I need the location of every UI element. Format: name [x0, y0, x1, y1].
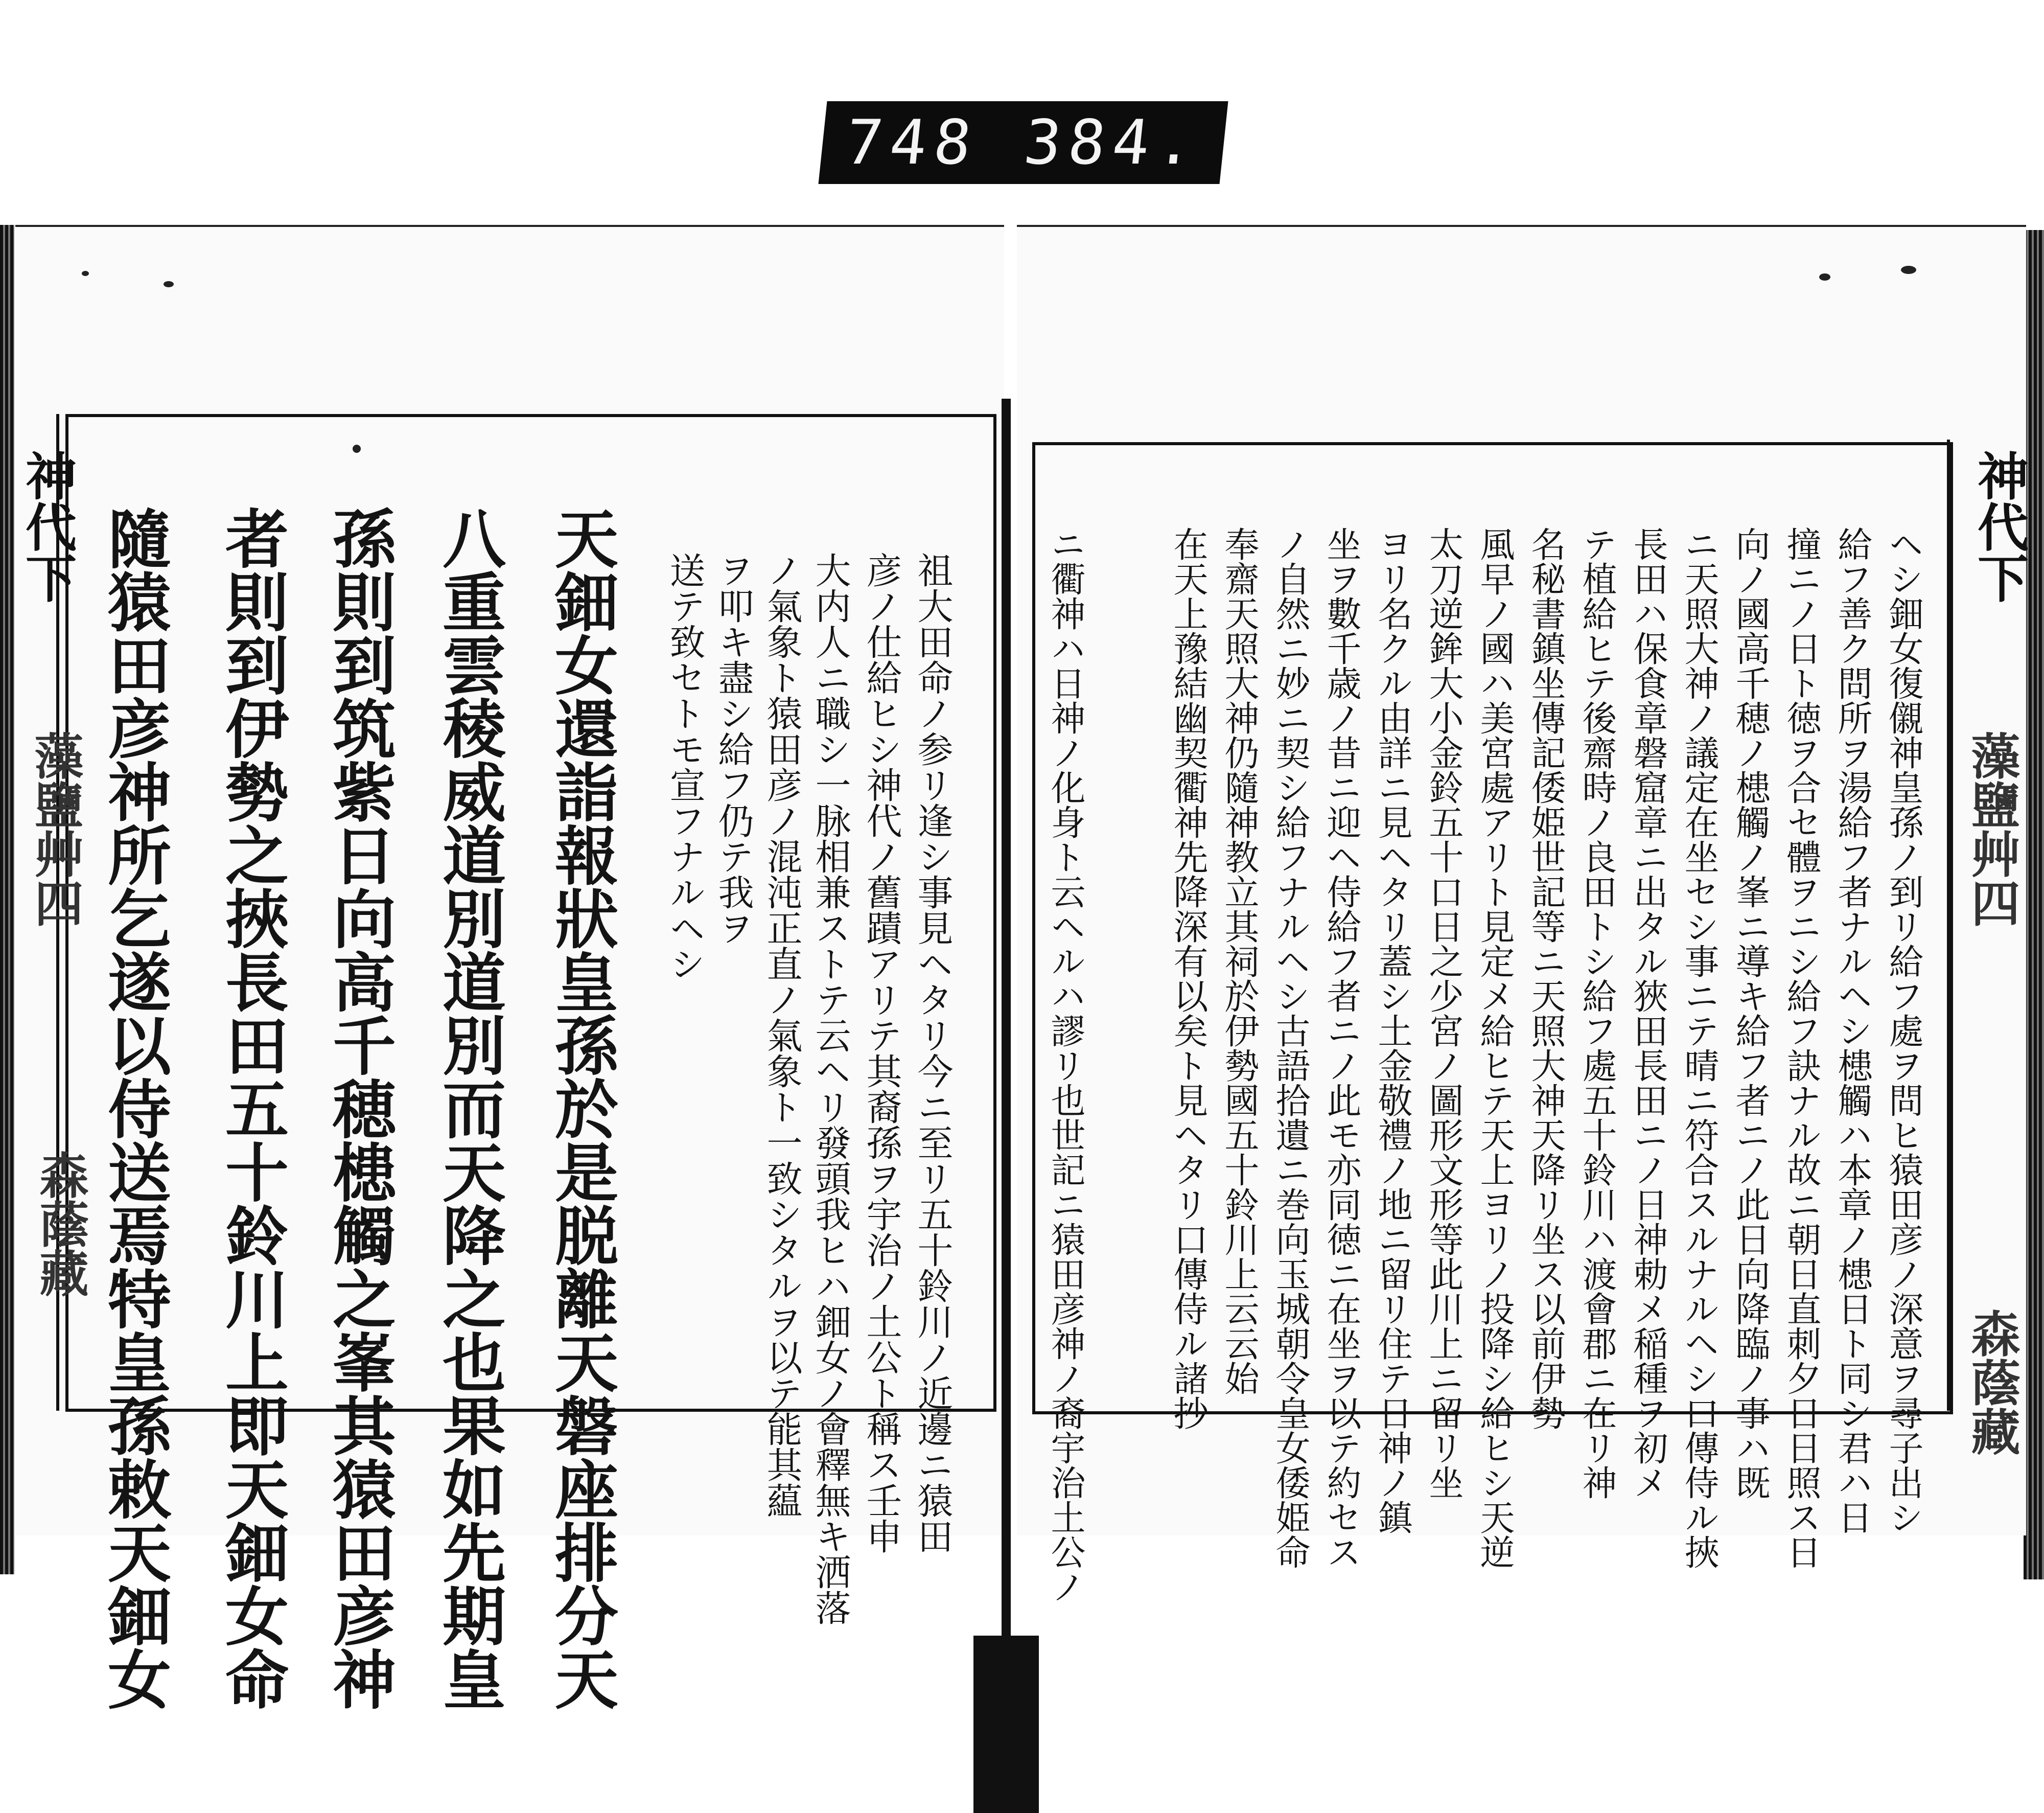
right-margin-stamp: 森蔭藏: [1963, 1309, 2021, 1456]
scan-smudge: [1819, 273, 1830, 281]
page-stack-left: [0, 225, 14, 1574]
right-margin-title: 神代下: [1969, 450, 2029, 603]
main-text-column: 孫則到筑紫日向高千穂槵觸之峯其猿田彦神: [322, 506, 396, 1710]
left-margin-title: 神代下: [17, 450, 77, 603]
annotation-column: ヘシ鈿女復儭神皇孫ノ到リ給フ處ヲ問ヒ猿田彦ノ深意ヲ尋子出シ: [1883, 526, 1923, 1534]
annotation-column: 祖大田命ノ参リ逢シ事見ヘタリ今ニ至リ五十鈴川ノ近邊ニ猿田: [912, 552, 954, 1554]
catalog-number-right: 384.: [1020, 107, 1204, 178]
annotation-column: 太刀逆鉾大小金鈴五十口日之少宮ノ圖形文形等此川上ニ留リ坐: [1423, 526, 1464, 1500]
binding-rod: [1002, 399, 1011, 1636]
annotation-column: ヨリ名クル由詳ニ見ヘタリ蓋シ土金敬禮ノ地ニ留リ住テ日神ノ鎮: [1372, 526, 1412, 1534]
annotation-column: ノ自然ニ妙ニ契シ給フナルヘシ古語拾遺ニ巻向玉城朝令皇女倭姫命: [1270, 526, 1310, 1569]
annotation-column: 在天上豫結幽契衢神先降深有以矣ト見ヘタリ口傳侍ル諸抄: [1168, 526, 1208, 1430]
scan-smudge: [82, 271, 89, 276]
scan-smudge: [164, 281, 174, 287]
annotation-column: 給フ善ク問所ヲ湯給フ者ナルヘシ槵觸ハ本章ノ槵日ト同シ君ハ日: [1832, 526, 1872, 1534]
main-text-column: 者則到伊勢之挾長田五十鈴川上即天鈿女命: [215, 506, 289, 1710]
annotation-column: 彦ノ仕給ヒシ神代ノ舊蹟アリテ其裔孫ヲ宇治ノ土公ト稱ス壬申: [861, 552, 902, 1554]
main-text-column: 八重雲稜威道別道別而天降之也果如先期皇: [432, 506, 506, 1710]
left-margin-stamp: 森蔭藏: [32, 1150, 89, 1297]
right-margin-subtitle: 藻鹽艸四: [1963, 731, 2021, 927]
annotation-column: 撞ニノ日ト徳ヲ合セ體ヲニシ給フ訣ナル故ニ朝日直刺夕日日照ス日: [1781, 526, 1821, 1569]
main-text-column: 隨猿田彦神所乞遂以侍送焉特皇孫敕天鈿女: [97, 506, 171, 1710]
catalog-number-left: 748: [842, 107, 982, 178]
annotation-column: 長田ハ保食章磐窟章ニ出タル狹田長田ニノ日神勅メ稲種ヲ初メ: [1628, 526, 1668, 1500]
annotation-column: ニ衢神ハ日神ノ化身ト云ヘルハ謬リ也世記ニ猿田彦神ノ裔宇治土公ノ: [1045, 526, 1085, 1604]
annotation-column: 名秘書鎮坐傳記倭姫世記等ニ天照大神天降リ坐ス以前伊勢: [1525, 526, 1566, 1430]
annotation-column: 向ノ國高千穂ノ槵觸ノ峯ニ導キ給フ者ニノ此日向降臨ノ事ハ既: [1730, 526, 1770, 1500]
left-margin-subtitle: 藻鹽艸四: [27, 731, 84, 927]
scan-smudge: [1901, 266, 1916, 274]
annotation-column: 風早ノ國ハ美宮處アリト見定メ給ヒテ天上ヨリノ投降シ給ヒシ天逆: [1474, 526, 1515, 1569]
left-page-frame: [65, 414, 996, 1412]
annotation-column: ノ氣象ト猿田彦ノ混沌正直ノ氣象ト一致シタルヲ以テ能其藴: [761, 552, 803, 1518]
annotation-column: 坐ヲ數千歳ノ昔ニ迎ヘ侍給フ者ニノ此モ亦同徳ニ在坐ヲ以テ約セス: [1321, 526, 1361, 1569]
annotation-column: テ植給ヒテ後齋時ノ良田トシ給フ處五十鈴川ハ渡會郡ニ在リ神: [1576, 526, 1617, 1500]
annotation-column: ヲ叩キ盡シ給フ仍テ我ヲ: [712, 552, 754, 946]
right-margin-rule: [1947, 440, 1950, 1411]
binding-clip: [973, 1636, 1039, 1813]
annotation-column: ニ天照大神ノ議定在坐セシ事ニテ晴ニ符合スルナルヘシ口傳侍ル挾: [1679, 526, 1719, 1569]
annotation-column: 大内人ニ職シ一脉相兼ストテ云ヘリ發頭我ヒハ鈿女ノ會釋無キ洒落: [809, 552, 851, 1625]
catalog-label: [818, 101, 1228, 184]
annotation-column: 奉齋天照大神仍隨神教立其祠於伊勢國五十鈴川上云云始: [1219, 526, 1259, 1395]
annotation-column: 送テ致セトモ宣フナルヘシ: [664, 552, 706, 981]
main-text-column: 天鈿女還詣報狀皇孫於是脱離天磐座排分天: [544, 506, 618, 1710]
